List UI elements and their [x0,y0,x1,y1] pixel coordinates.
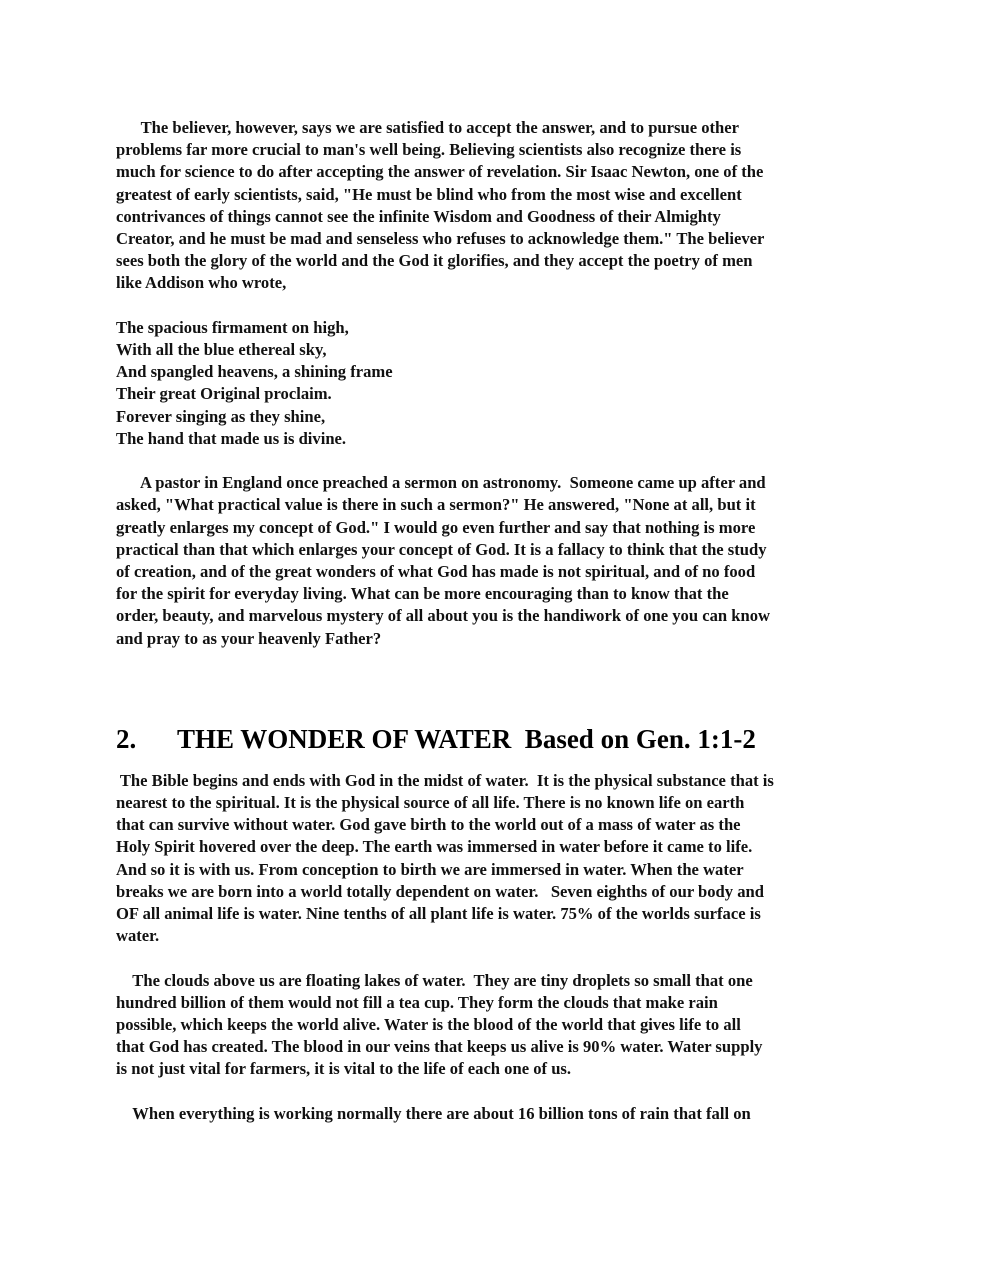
section-number: 2. [116,723,137,754]
text-line: hundred billion of them would not fill a tea cup. They form the clouds that make rain [116,992,718,1012]
text-line: The Bible begins and ends with God in the midst of water. It is the physical substance that is [116,770,774,790]
paragraph-believer [116,117,876,295]
text-line: that can survive without water. God gave birth to the world out of a mass of water as the [116,815,741,835]
poem-addison [116,317,876,450]
text-line: problems far more crucial to man's well being. Believing scientists also recognize there is [116,140,742,160]
text-line: asked, "What practical value is there in such a sermon?" He answered, "None at all, but it [116,495,756,515]
poem-line: Forever singing as they shine, [116,406,326,426]
paragraph-clouds [116,970,876,1081]
section-heading [116,722,876,756]
text-line: much for science to do after accepting the answer of revelation. Sir Isaac Newton, one of the [116,162,764,182]
section-title: THE WONDER OF WATER Based on Gen. 1:1-2 [177,723,756,754]
text-line: water. [116,926,160,946]
text-line: and pray to as your heavenly Father? [116,628,382,648]
poem-line: Their great Original proclaim. [116,384,332,404]
text-line: practical than that which enlarges your concept of God. It is a fallacy to think that the study [116,539,767,559]
text-line: The clouds above us are floating lakes of water. They are tiny droplets so small that one [116,970,753,990]
poem-line: The hand that made us is divine. [116,428,347,448]
paragraph-rain [116,1103,876,1125]
text-line: breaks we are born into a world totally dependent on water. Seven eighths of our body and [116,881,764,901]
text-line: When everything is working normally there are about 16 billion tons of rain that fall on [116,1103,751,1123]
text-line: is not just vital for farmers, it is vital to the life of each one of us. [116,1059,572,1079]
text-line: possible, which keeps the world alive. Water is the blood of the world that gives life to all [116,1015,741,1035]
text-line: Creator, and he must be mad and senseless who refuses to acknowledge them." The believer [116,229,765,249]
paragraph-water-intro [116,770,876,948]
text-line: Holy Spirit hovered over the deep. The earth was immersed in water before it came to life. [116,837,753,857]
text-line: of creation, and of the great wonders of what God has made is not spiritual, and of no food [116,562,756,582]
document-page [116,117,876,1125]
text-line: And so it is with us. From conception to birth we are immersed in water. When the water [116,859,744,879]
text-line: like Addison who wrote, [116,273,287,293]
poem-line: And spangled heavens, a shining frame [116,362,393,382]
text-line: sees both the glory of the world and the God it glorifies, and they accept the poetry of men [116,251,753,271]
text-line: A pastor in England once preached a sermon on astronomy. Someone came up after and [116,473,766,493]
text-line: greatly enlarges my concept of God." I would go even further and say that nothing is more [116,517,756,537]
text-line: nearest to the spiritual. It is the physical source of all life. There is no known life on earth [116,793,745,813]
text-line: greatest of early scientists, said, "He must be blind who from the most wise and excellent [116,184,742,204]
poem-line: With all the blue ethereal sky, [116,340,327,360]
text-line: The believer, however, says we are satisfied to accept the answer, and to pursue other [116,118,739,137]
text-line: for the spirit for everyday living. What can be more encouraging than to know that the [116,584,729,604]
text-line: that God has created. The blood in our veins that keeps us alive is 90% water. Water supply [116,1037,763,1057]
text-line: contrivances of things cannot see the infinite Wisdom and Goodness of their Almighty [116,206,721,226]
paragraph-pastor [116,472,876,650]
poem-line: The spacious firmament on high, [116,317,349,337]
text-line: order, beauty, and marvelous mystery of all about you is the handiwork of one you can know [116,606,770,626]
text-line: OF all animal life is water. Nine tenths of all plant life is water. 75% of the worlds surface is [116,904,761,924]
